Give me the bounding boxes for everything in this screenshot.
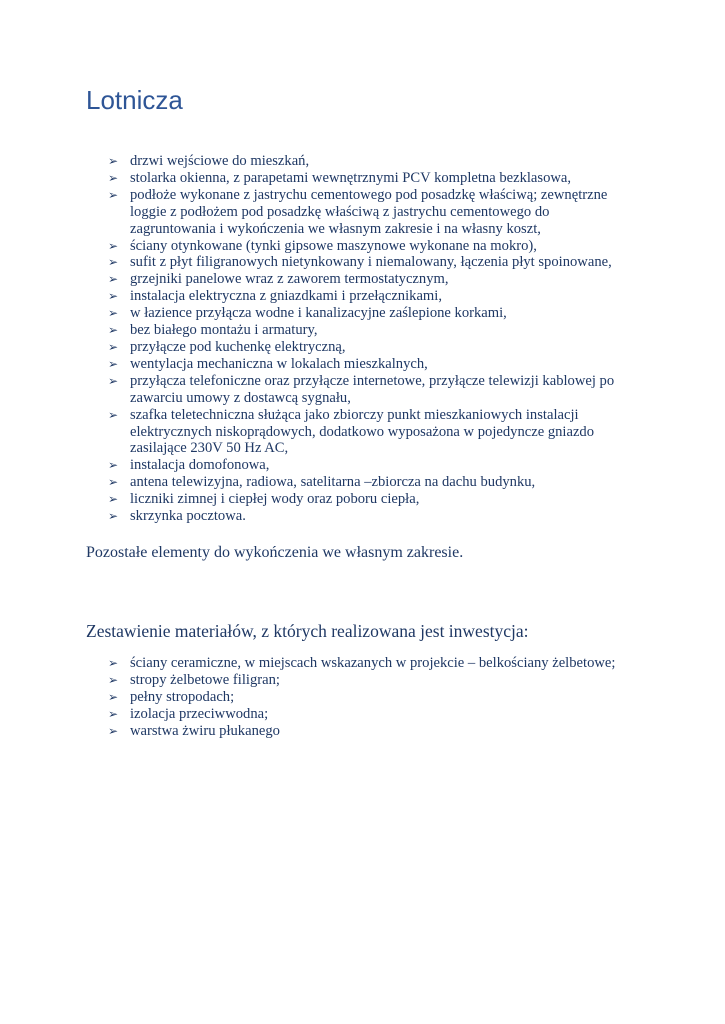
- arrow-bullet-icon: ➢: [108, 255, 119, 270]
- list-item: [108, 153, 628, 170]
- arrow-bullet-icon: ➢: [108, 407, 119, 422]
- list-item: [108, 407, 628, 458]
- list-item-text: ściany otynkowane (tynki gipsowe maszynowe wykonane na mokro),: [130, 237, 537, 254]
- arrow-bullet-icon: ➢: [108, 306, 119, 321]
- list-item: [108, 491, 628, 508]
- list-item: [108, 373, 628, 407]
- list-item: [108, 170, 628, 187]
- arrow-bullet-icon: ➢: [108, 339, 119, 354]
- list-item: [108, 238, 628, 255]
- list-item: [108, 305, 628, 322]
- arrow-bullet-icon: ➢: [108, 475, 119, 490]
- list-item: [108, 356, 628, 373]
- list-item-text: podłoże wykonane z jastrychu cementowego pod posadzkę właściwą; zewnętrzne loggie z podłożem pod posadzkę właściwą z jastrychu cementowego do zagruntowania i wykończenia we własnym zakresie i na własny koszt,: [130, 186, 608, 237]
- list-item-text: w łazience przyłącza wodne i kanalizacyjne zaślepione korkami,: [130, 305, 507, 322]
- list-item-text: sufit z płyt filigranowych nietynkowany i niemalowany, łączenia płyt spoinowane,: [130, 254, 612, 271]
- list-item: [108, 187, 628, 238]
- arrow-bullet-icon: ➢: [108, 238, 119, 253]
- list-item-text: warstwa żwiru płukanego: [130, 722, 280, 739]
- arrow-bullet-icon: ➢: [108, 723, 119, 738]
- list-item-text: stropy żelbetowe filigran;: [130, 671, 280, 688]
- list-item: [108, 322, 628, 339]
- materials-heading: Zestawienie materiałów, z których realizowana jest inwestycja:: [86, 621, 529, 641]
- arrow-bullet-icon: ➢: [108, 656, 119, 670]
- list-item-text: szafka teletechniczna służąca jako zbiorczy punkt mieszkaniowych instalacji elektrycznych niskoprądowych, dodatkowo wyposażona w pojedyncze gniazdo zasilające 230V 50 Hz AC,: [130, 406, 595, 457]
- list-item: [108, 254, 628, 271]
- arrow-bullet-icon: ➢: [108, 672, 119, 687]
- list-item: [108, 288, 628, 305]
- list-item-text: instalacja elektryczna z gniazdkami i przełącznikami,: [130, 288, 442, 305]
- list-item: [108, 723, 638, 740]
- list-item-text: bez białego montażu i armatury,: [130, 322, 318, 339]
- list-item-text: stolarka okienna, z parapetami wewnętrznymi PCV kompletna bezklasowa,: [130, 169, 572, 186]
- list-item: [108, 689, 638, 706]
- arrow-bullet-icon: ➢: [108, 356, 119, 371]
- page-title: Lotnicza: [86, 85, 183, 115]
- list-item-text: skrzynka pocztowa.: [130, 508, 246, 525]
- list-item-text: izolacja przeciwwodna;: [130, 705, 269, 722]
- materials-list: [108, 655, 638, 740]
- list-item: [108, 672, 638, 689]
- arrow-bullet-icon: ➢: [108, 289, 119, 304]
- list-item-text: przyłącza telefoniczne oraz przyłącze internetowe, przyłącze telewizji kablowej po zawarciu umowy z dostawcą sygnału,: [130, 372, 615, 406]
- list-item: [108, 655, 638, 672]
- arrow-bullet-icon: ➢: [108, 154, 119, 168]
- remaining-note: Pozostałe elementy do wykończenia we własnym zakresie.: [86, 544, 464, 561]
- list-item-text: wentylacja mechaniczna w lokalach mieszkalnych,: [130, 355, 428, 372]
- list-item: [108, 457, 628, 474]
- list-item-text: drzwi wejściowe do mieszkań,: [130, 153, 310, 169]
- arrow-bullet-icon: ➢: [108, 509, 119, 524]
- arrow-bullet-icon: ➢: [108, 187, 119, 202]
- arrow-bullet-icon: ➢: [108, 492, 119, 507]
- list-item-text: ściany ceramiczne, w miejscach wskazanych w projekcie – belkościany żelbetowe;: [130, 655, 616, 671]
- list-item-text: antena telewizyjna, radiowa, satelitarna –zbiorcza na dachu budynku,: [130, 474, 536, 491]
- list-item: [108, 474, 628, 491]
- arrow-bullet-icon: ➢: [108, 170, 119, 185]
- list-item: [108, 339, 628, 356]
- arrow-bullet-icon: ➢: [108, 458, 119, 473]
- list-item-text: instalacja domofonowa,: [130, 457, 270, 474]
- list-item: [108, 706, 638, 723]
- arrow-bullet-icon: ➢: [108, 373, 119, 388]
- list-item: [108, 271, 628, 288]
- list-item-text: grzejniki panelowe wraz z zaworem termostatycznym,: [130, 271, 449, 288]
- list-item-text: pełny stropodach;: [130, 688, 235, 705]
- list-item: [108, 508, 628, 525]
- standard-items-list: [108, 153, 628, 525]
- arrow-bullet-icon: ➢: [108, 272, 119, 287]
- list-item-text: przyłącze pod kuchenkę elektryczną,: [130, 338, 346, 355]
- arrow-bullet-icon: ➢: [108, 706, 119, 721]
- arrow-bullet-icon: ➢: [108, 323, 119, 338]
- list-item-text: liczniki zimnej i ciepłej wody oraz poboru ciepła,: [130, 491, 420, 508]
- arrow-bullet-icon: ➢: [108, 689, 119, 704]
